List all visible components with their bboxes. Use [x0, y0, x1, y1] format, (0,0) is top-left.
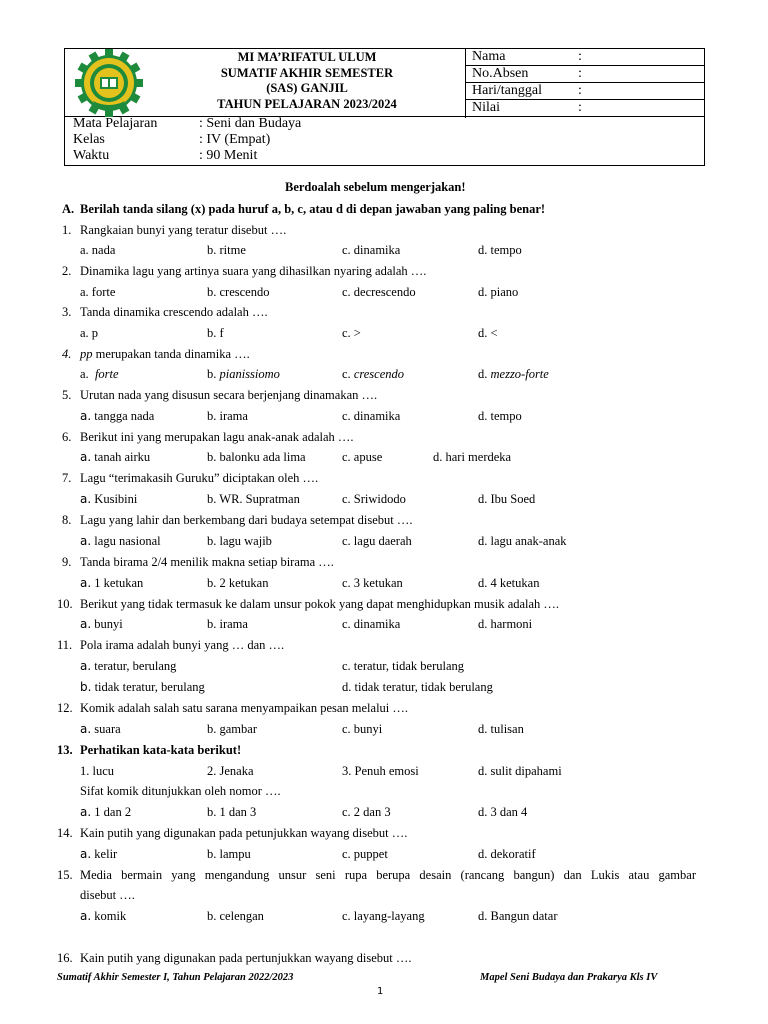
meta-row-time: Waktu : 90 Menit: [73, 148, 258, 163]
question-text: Pola irama adalah bunyi yang … dan ….: [80, 638, 285, 652]
option-b[interactable]: b. crescendo: [207, 285, 270, 299]
id-row-absen[interactable]: No.Absen :: [466, 66, 705, 83]
question-subtext: Sifat komik ditunjukkan oleh nomor ….: [80, 784, 281, 798]
footer-subject-info: Mapel Seni Budaya dan Prakarya Kls IV: [480, 972, 658, 983]
option-d[interactable]: d. <: [478, 326, 498, 340]
question-number: 4.: [62, 347, 72, 361]
question-text: Tanda birama 2/4 menilik makna setiap birama ….: [80, 555, 334, 569]
option-c[interactable]: c. crescendo: [342, 367, 405, 381]
question-number: 2.: [62, 264, 72, 278]
question-number: 15.: [57, 868, 73, 882]
option-b[interactable]: b. f: [207, 326, 224, 340]
option-d[interactable]: d. Bangun datar: [478, 909, 558, 923]
option-c[interactable]: c. bunyi: [342, 722, 383, 736]
option-a[interactable]: a. p: [80, 326, 99, 340]
option-a[interactable]: a. tanah airku: [80, 450, 151, 464]
option-b[interactable]: b. 2 ketukan: [207, 576, 269, 590]
section-letter: A.: [62, 202, 75, 216]
option-d[interactable]: d. tulisan: [478, 722, 524, 736]
question-number: 16.: [57, 951, 73, 965]
option-d[interactable]: d. 3 dan 4: [478, 805, 528, 819]
option-c[interactable]: c. 2 dan 3: [342, 805, 391, 819]
option-c[interactable]: c. puppet: [342, 847, 388, 861]
option-c[interactable]: c. dinamika: [342, 243, 401, 257]
id-row-date[interactable]: Hari/tanggal :: [466, 83, 705, 100]
option-b[interactable]: b. lagu wajib: [207, 534, 272, 548]
option-d[interactable]: d. tempo: [478, 243, 522, 257]
question-number: 14.: [57, 826, 73, 840]
option-b[interactable]: b. irama: [207, 617, 248, 631]
option-b[interactable]: b. pianissiomo: [207, 367, 280, 381]
option-b[interactable]: b. lampu: [207, 847, 251, 861]
option-b[interactable]: b. celengan: [207, 909, 264, 923]
option-c[interactable]: c. layang-layang: [342, 909, 425, 923]
question-text: pp merupakan tanda dinamika ….: [80, 347, 250, 361]
dynamic-symbol: pp: [80, 347, 93, 361]
page-number: 1: [377, 986, 384, 997]
option-c[interactable]: c. teratur, tidak berulang: [342, 659, 465, 673]
exam-header: [64, 48, 705, 166]
option-a[interactable]: a. 1 dan 2: [80, 805, 132, 819]
word-item: 1. lucu: [80, 764, 115, 778]
section-instruction: Berilah tanda silang (x) pada huruf a, b, c, atau d di depan jawaban yang paling benar!: [80, 202, 546, 216]
id-label: Hari/tanggal: [472, 83, 542, 98]
option-b[interactable]: b. WR. Supratman: [207, 492, 300, 506]
question-text: Rangkaian bunyi yang teratur disebut ….: [80, 223, 287, 237]
option-d[interactable]: d. lagu anak-anak: [478, 534, 567, 548]
academic-year: TAHUN PELAJARAN 2023/2024: [217, 96, 397, 111]
option-b[interactable]: b. irama: [207, 409, 248, 423]
id-label: No.Absen: [472, 66, 529, 81]
school-title-block: [149, 49, 465, 118]
footer-exam-info: Sumatif Akhir Semester I, Tahun Pelajaran 2022/2023: [57, 972, 294, 983]
header-top-box: [64, 48, 705, 117]
option-a[interactable]: a. 1 ketukan: [80, 576, 144, 590]
meta-row-subject: Mata Pelajaran : Seni dan Budaya: [73, 116, 302, 131]
option-d[interactable]: d. Ibu Soed: [478, 492, 536, 506]
id-label: Nilai: [472, 100, 500, 115]
option-b[interactable]: b. 1 dan 3: [207, 805, 257, 819]
option-d[interactable]: d. piano: [478, 285, 519, 299]
student-id-box: [465, 49, 705, 118]
question-text-cont: disebut ….: [80, 888, 135, 902]
question-text: Berikut yang tidak termasuk ke dalam unsur pokok yang dapat menghidupkan musik adalah ….: [80, 597, 560, 611]
option-d[interactable]: d. dekoratif: [478, 847, 536, 861]
option-c[interactable]: c. decrescendo: [342, 285, 416, 299]
option-c[interactable]: c. 3 ketukan: [342, 576, 403, 590]
option-b[interactable]: b. ritme: [207, 243, 246, 257]
question-number: 12.: [57, 701, 73, 715]
option-a[interactable]: a. Kusibini: [80, 492, 138, 506]
question-text: Perhatikan kata-kata berikut!: [80, 743, 242, 757]
option-c[interactable]: c. dinamika: [342, 409, 401, 423]
question-text: Dinamika lagu yang artinya suara yang dihasilkan nyaring adalah ….: [80, 264, 427, 278]
option-c[interactable]: c. apuse: [342, 450, 383, 464]
question-number: 3.: [62, 305, 72, 319]
id-row-name[interactable]: Nama :: [466, 49, 705, 66]
question-number: 10.: [57, 597, 73, 611]
subject-info-box: [64, 116, 705, 166]
option-d[interactable]: d. hari merdeka: [433, 450, 512, 464]
option-d[interactable]: d. 4 ketukan: [478, 576, 540, 590]
question-text: Kain putih yang digunakan pada petunjukkan wayang disebut ….: [80, 826, 408, 840]
option-c[interactable]: c. lagu daerah: [342, 534, 412, 548]
option-a[interactable]: a. teratur, berulang: [80, 659, 177, 673]
question-text: Lagu “terimakasih Guruku” diciptakan oleh ….: [80, 471, 319, 485]
option-c[interactable]: c. dinamika: [342, 617, 401, 631]
question-text: Komik adalah salah satu sarana menyampaikan pesan melalui ….: [80, 701, 409, 715]
option-c[interactable]: c. Sriwidodo: [342, 492, 406, 506]
option-d[interactable]: d. harmoni: [478, 617, 533, 631]
exam-semester: (SAS) GANJIL: [266, 81, 348, 95]
option-d[interactable]: d. tempo: [478, 409, 522, 423]
word-item: d. sulit dipahami: [478, 764, 562, 778]
id-label: Nama: [472, 49, 506, 64]
option-a[interactable]: a. suara: [80, 722, 121, 736]
question-number: 7.: [62, 471, 72, 485]
option-a[interactable]: a. nada: [80, 243, 116, 257]
word-item: 3. Penuh emosi: [342, 764, 419, 778]
question-text: Kain putih yang digunakan pada pertunjukkan wayang disebut ….: [80, 951, 412, 965]
option-d[interactable]: d. tidak teratur, tidak berulang: [342, 680, 493, 694]
question-text: Tanda dinamika crescendo adalah ….: [80, 305, 268, 319]
option-a[interactable]: a. komik: [80, 909, 127, 923]
question-number: 6.: [62, 430, 72, 444]
question-number: 13.: [57, 743, 73, 757]
exam-name: SUMATIF AKHIR SEMESTER: [220, 65, 394, 80]
option-c[interactable]: c. >: [342, 326, 361, 340]
question-text: Lagu yang lahir dan berkembang dari budaya setempat disebut ….: [80, 513, 413, 527]
question-number: 5.: [62, 388, 72, 402]
option-d[interactable]: d. mezzo-forte: [478, 367, 549, 381]
question-text: Urutan nada yang disusun secara berjenjang dinamakan ….: [80, 388, 378, 402]
option-a[interactable]: a. kelir: [80, 847, 118, 861]
question-number: 11.: [57, 638, 73, 652]
option-b[interactable]: b. tidak teratur, berulang: [80, 680, 205, 694]
question-number: 8.: [62, 513, 72, 527]
prayer-note: Berdoalah sebelum mengerjakan!: [285, 180, 466, 194]
question-text: Berikut ini yang merupakan lagu anak-anak adalah ….: [80, 430, 354, 444]
question-number: 1.: [62, 223, 72, 237]
question-text: Media bermain yang mengandung unsur seni rupa berupa desain (rancang bangun) dan Lukis atau gambar: [80, 868, 696, 882]
school-logo-icon: [65, 49, 149, 118]
option-a[interactable]: a. forte: [80, 285, 116, 299]
word-item: 2. Jenaka: [207, 764, 254, 778]
option-a[interactable]: a. bunyi: [80, 617, 123, 631]
meta-row-class: Kelas : IV (Empat): [73, 132, 271, 147]
question-number: 9.: [62, 555, 72, 569]
option-a[interactable]: a. lagu nasional: [80, 534, 161, 548]
id-row-score[interactable]: Nilai :: [472, 100, 582, 115]
option-b[interactable]: b. balonku ada lima: [207, 450, 306, 464]
option-b[interactable]: b. gambar: [207, 722, 257, 736]
option-a[interactable]: a. forte: [80, 367, 119, 381]
option-a[interactable]: a. tangga nada: [80, 409, 155, 423]
school-name: MI MA’RIFATUL ULUM: [237, 50, 377, 64]
school-logo: [65, 49, 149, 118]
